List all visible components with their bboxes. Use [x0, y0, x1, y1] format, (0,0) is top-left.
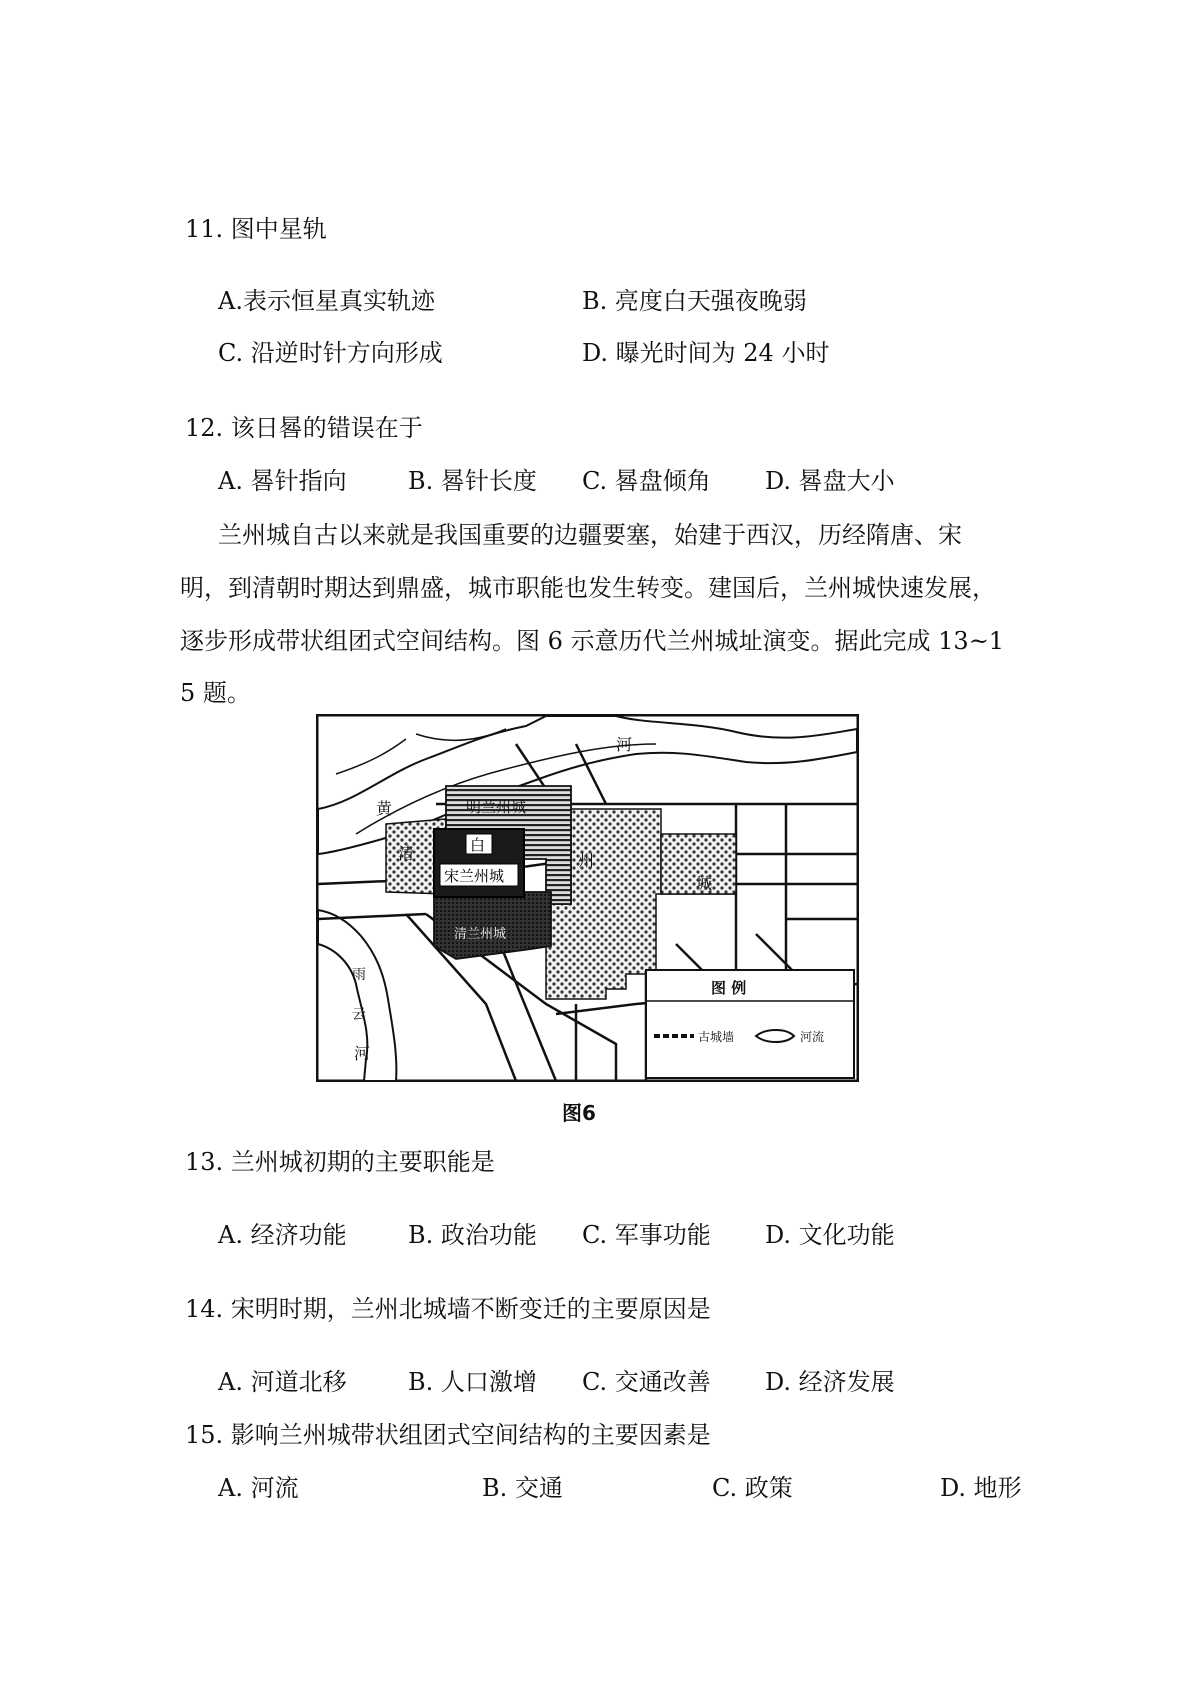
question-14-stem: 14. 宋明时期，兰州北城墙不断变迁的主要原因是	[185, 1295, 711, 1323]
question-15-option-c: C. 政策	[712, 1474, 793, 1502]
lanzhou-city-map-figure	[316, 714, 859, 1082]
label-qing: 清	[398, 844, 415, 863]
question-12-stem: 12. 该日晷的错误在于	[185, 414, 423, 442]
question-11-option-d: D. 曝光时间为 24 小时	[582, 339, 830, 367]
question-13-stem: 13. 兰州城初期的主要职能是	[185, 1148, 495, 1176]
question-12-option-c: C. 晷盘倾角	[582, 467, 711, 495]
legend-item-old-wall: 古城墙	[698, 1030, 735, 1044]
question-11-option-c: C. 沿逆时针方向形成	[218, 339, 443, 367]
label-huang: 黄	[376, 799, 393, 818]
question-15-stem: 15. 影响兰州城带状组团式空间结构的主要因素是	[185, 1421, 711, 1449]
label-yu1: 雨	[352, 967, 366, 983]
question-15-option-b: B. 交通	[482, 1474, 563, 1502]
passage-line-2: 明，到清朝时期达到鼎盛，城市职能也发生转变。建国后，兰州城快速发展，	[180, 574, 996, 602]
label-qing-city: 清兰州城	[454, 927, 507, 942]
question-11-option-b: B. 亮度白天强夜晚弱	[582, 287, 807, 315]
question-12-option-b: B. 晷针长度	[408, 467, 537, 495]
passage-line-3: 逐步形成带状组团式空间结构。图 6 示意历代兰州城址演变。据此完成 13~1	[180, 627, 1005, 655]
question-12-option-d: D. 晷盘大小	[765, 467, 895, 495]
question-14-option-a: A. 河道北移	[218, 1368, 347, 1396]
question-13-option-c: C. 军事功能	[582, 1221, 711, 1249]
label-bai: 白	[470, 836, 486, 854]
lanzhou-map	[316, 714, 859, 1082]
question-11-option-a: A.表示恒星真实轨迹	[218, 287, 435, 315]
figure-caption: 图6	[562, 1101, 596, 1125]
qing-lanzhou-city	[434, 892, 551, 959]
question-14-option-c: C. 交通改善	[582, 1368, 711, 1396]
question-13-option-b: B. 政治功能	[408, 1221, 537, 1249]
question-14-option-b: B. 人口激增	[408, 1368, 537, 1396]
question-11-stem: 11. 图中星轨	[185, 215, 327, 243]
question-12-option-a: A. 晷针指向	[218, 467, 347, 495]
label-he2: 河	[354, 1044, 371, 1063]
label-yu2: 云	[352, 1007, 366, 1023]
question-13-option-d: D. 文化功能	[765, 1221, 895, 1249]
legend-title: 图 例	[711, 979, 747, 997]
label-ming-city: 明兰州城	[466, 798, 527, 816]
label-he: 河	[616, 735, 633, 754]
label-cheng: 城	[696, 874, 713, 893]
map-legend	[646, 970, 854, 1078]
question-13-option-a: A. 经济功能	[218, 1221, 347, 1249]
question-15-option-d: D. 地形	[940, 1474, 1022, 1502]
label-zhou: 州	[578, 851, 595, 870]
question-15-option-a: A. 河流	[218, 1474, 299, 1502]
question-14-option-d: D. 经济发展	[765, 1368, 895, 1396]
legend-item-river: 河流	[800, 1030, 825, 1044]
label-song-city: 宋兰州城	[444, 867, 505, 885]
passage-line-1: 兰州城自古以来就是我国重要的边疆要塞，始建于西汉，历经隋唐、宋	[218, 521, 962, 549]
passage-line-4: 5 题。	[180, 679, 251, 707]
